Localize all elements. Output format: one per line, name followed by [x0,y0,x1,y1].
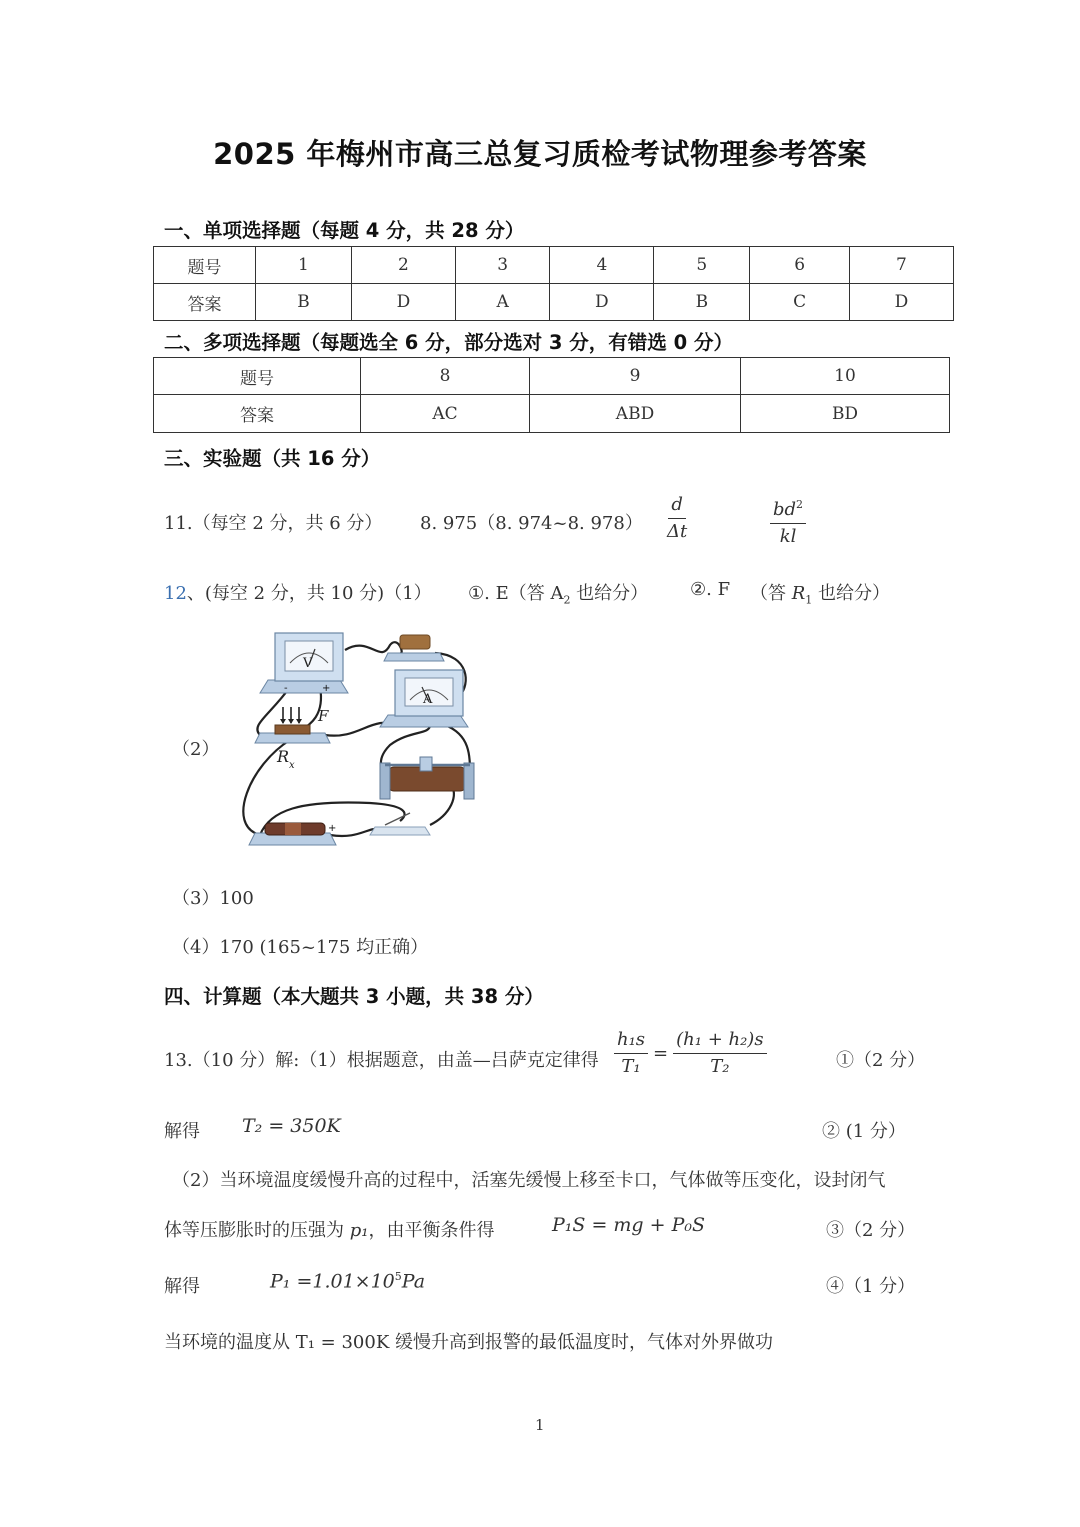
page-title: 2025 年梅州市高三总复习质检考试物理参考答案 [213,137,867,171]
question-cell: 3 [455,247,549,284]
answer-cell: AC [361,395,530,433]
q13-score-4: ④（1 分） [826,1276,916,1297]
row-label-answer: 答案 [154,284,256,321]
q13-part2-line2: 体等压膨胀时的压强为 p₁，由平衡条件得 [164,1220,495,1241]
svg-text:x: x [289,760,295,771]
q12-label: 12、(每空 2 分，共 10 分)（1） [164,583,432,604]
answer-cell: A [455,284,549,321]
answer-cell: B [654,284,750,321]
svg-text:+: + [322,683,331,694]
switch [370,813,430,835]
q13-solve2-equation: $P_1 =1.01\times 10^5Pa$ [270,1270,426,1293]
force-label: F [318,707,329,725]
q13-solve1-label: 解得 [164,1121,200,1142]
q13-score-1: ①（2 分） [836,1050,926,1071]
frac-denominator: T₁ [621,1056,641,1077]
row-label-question: 题号 [154,358,361,395]
frac-denominator: T₂ [710,1056,730,1077]
answer-cell: D [351,284,455,321]
section3-heading: 三、实验题（共 16 分） [164,447,381,470]
answer-cell: ABD [530,395,741,433]
voltmeter-label: V [303,656,313,671]
section1-heading: 一、单项选择题（每题 4 分，共 28 分） [164,219,525,242]
question-row [154,247,954,284]
row-label-answer: 答案 [154,395,361,433]
q12-answer-2: ②. F [690,579,731,600]
question-cell: 7 [849,247,953,284]
q12-part3: （3）100 [172,888,254,909]
frac-denominator: kl [779,526,797,547]
voltmeter [260,633,348,694]
answer-cell: D [550,284,654,321]
question-cell: 9 [530,358,741,395]
q12-answer-1: ①. E（答 $A_2$ 也给分） [468,583,649,607]
q11-label: 11.（每空 2 分，共 6 分） [164,513,383,534]
frac-numerator: $bd^2$ [770,492,806,524]
section2-heading: 二、多项选择题（每题选全 6 分，部分选对 3 分，有错选 0 分） [164,331,733,354]
svg-text:-: - [284,683,288,694]
q13-equation-1: $\frac{\text{h₁s}}{\text{T₁}}$ = $\frac{\text{(h₁ + h₂)s}}{\text{T₂}}$ [614,1027,767,1080]
q12-part2-label: （2） [172,739,220,760]
question-cell: 10 [741,358,950,395]
battery [249,823,336,845]
question-cell: 2 [351,247,455,284]
q12-part4: （4）170 (165~175 均正确） [172,937,429,958]
q13-label: 13.（10 分）解:（1）根据题意，由盖—吕萨克定律得 [164,1050,599,1071]
page-number: 1 [535,1416,545,1434]
q13-score-2: ② (1 分） [822,1121,906,1142]
row-label-question: 题号 [154,247,256,284]
single-choice-table [153,246,954,321]
frac-numerator: (h₁ + h₂)s [673,1027,766,1054]
ammeter-label: A [423,692,433,707]
answer-cell: C [750,284,850,321]
q11-value: 8. 975（8. 974~8. 978） [420,513,643,534]
answer-cell: D [849,284,953,321]
ammeter [380,670,468,727]
question-row [154,358,950,395]
answer-cell: BD [741,395,950,433]
answer-cell: B [256,284,352,321]
question-cell: 4 [550,247,654,284]
rheostat [380,757,474,799]
q13-last-line: 当环境的温度从 T₁ = 300K 缓慢升高到报警的最低温度时，气体对外界做功 [164,1332,773,1353]
answer-row [154,395,950,433]
section4-heading: 四、计算题（本大题共 3 小题，共 38 分） [164,985,544,1008]
circuit-diagram [230,625,510,860]
multi-choice-table [153,357,950,433]
answer-row [154,284,954,321]
q12-number: 12 [164,583,187,604]
frac-numerator: d [668,492,686,519]
rx-label: R [277,747,290,766]
q13-score-3: ③（2 分） [826,1220,916,1241]
resistor-top [384,635,444,661]
q12-answer-2-note: （答 $R_1$ 也给分） [750,583,891,607]
question-cell: 5 [654,247,750,284]
question-cell: 8 [361,358,530,395]
question-cell: 6 [750,247,850,284]
q13-solve1-equation: T₂ = 350K [242,1115,341,1137]
q13-equation-3: P₁S = mg + P₀S [552,1214,706,1236]
question-cell: 1 [256,247,352,284]
q11-fraction-1 [664,492,690,545]
q13-part2-line1: （2）当环境温度缓慢升高的过程中，活塞先缓慢上移至卡口，气体做等压变化，设封闭气 [172,1170,886,1191]
svg-text:+: + [328,823,337,834]
frac-denominator: Δt [667,521,688,542]
q13-solve2-label: 解得 [164,1276,200,1297]
frac-numerator: h₁s [614,1027,648,1054]
q11-fraction-2 [770,492,806,550]
